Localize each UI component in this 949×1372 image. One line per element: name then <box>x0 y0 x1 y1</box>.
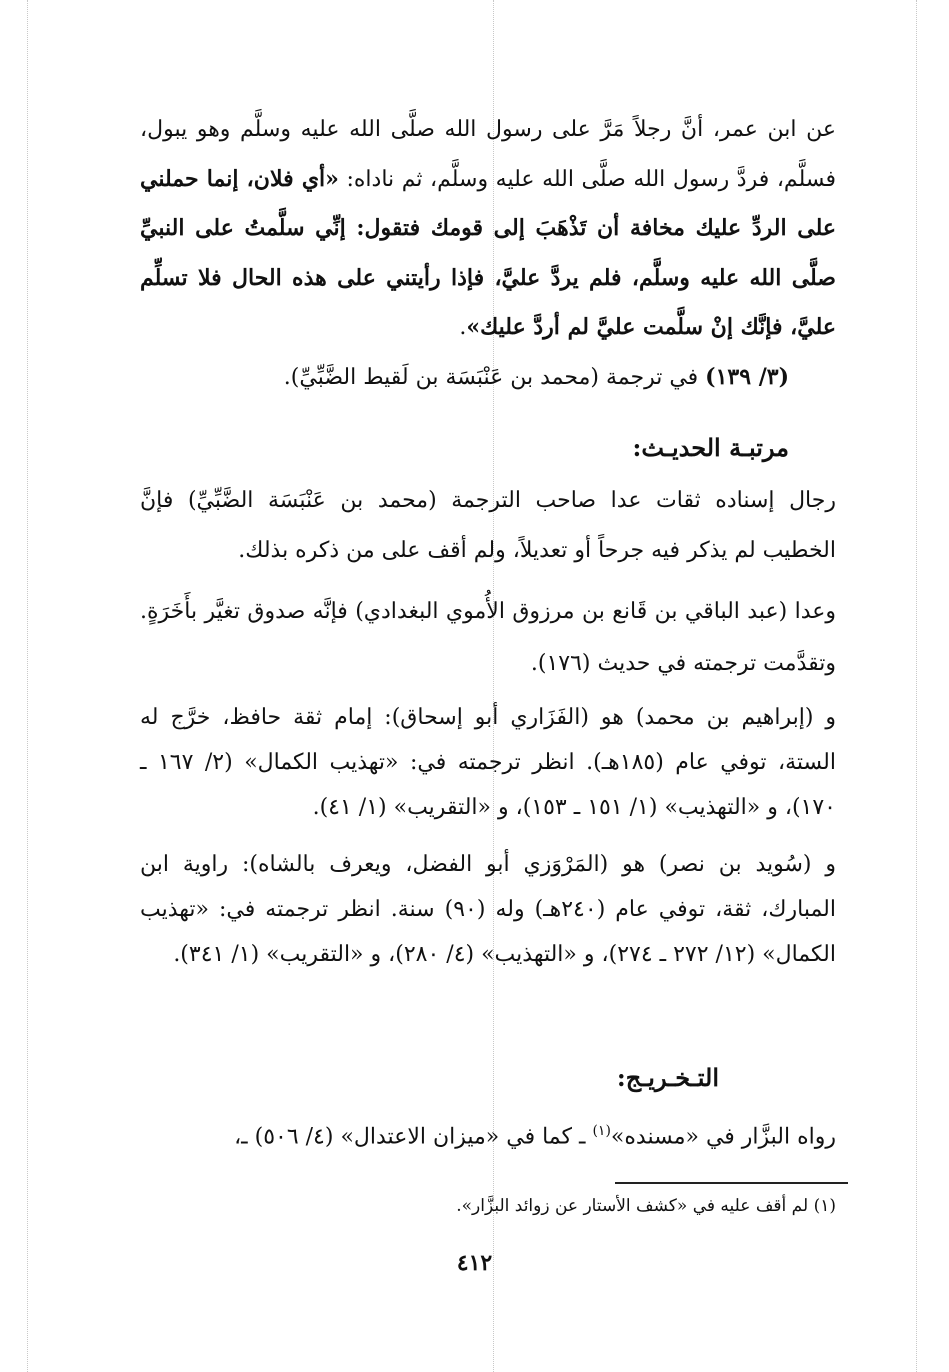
paragraph-ibrahim: و (إبراهيم بن محمد) هو (الفَزَاري أبو إسحاق): إمام ثقة حافظ، خرَّج له الستة، توفي عام (١٨٥هـ). انظر ترجمته في: «تهذيب الكمال» (٢/ ١٦٧ ـ ١٧٠)، و «التهذيب» (١/ ١٥١ ـ ١٥٣)، و «التقريب» (١/ ٤١). <box>140 705 836 820</box>
paragraph-abdulbaqi: وعدا (عبد الباقي بن قَانع بن مرزوق الأُموي البغدادي) فإنَّه صدوق تغيَّر بأَخَرَةٍ. وتقدَّمت ترجمته في حديث (١٧٦). <box>140 599 836 676</box>
hadith-intro: عن ابن عمر، أنَّ رجلاً مَرَّ على رسول الله صلَّى الله عليه وسلَّم وهو يبول، فسلَّم، فردَّ رسول الله صلَّى الله عليه وسلَّم، ثم ناداه: <box>140 117 836 192</box>
footnote-separator <box>615 1182 848 1184</box>
scan-line-right <box>916 0 917 1372</box>
footnote-marker: (١) <box>592 1123 611 1139</box>
scan-line-left <box>27 0 28 1372</box>
volume-page-ref: (٣/ ١٣٩) <box>705 364 789 390</box>
paragraph-takhrij <box>140 1107 836 1161</box>
page-number: ٤١٢ <box>456 1250 493 1276</box>
paragraph-narrators: رجال إسناده ثقات عدا صاحب الترجمة (محمد بن عَنْبَسَة الضَّبِّيِّ) فإنَّ الخطيب لم يذكر فيه جرحاً أو تعديلاً، ولم أقف على من ذكره بذلك. <box>140 488 836 563</box>
biography-ref: في ترجمة (محمد بن عَنْبَسَة بن لَقيط الضَّبِّيِّ). <box>283 365 706 390</box>
takhrij-text-rest: ـ كما في «ميزان الاعتدال» (٤/ ٥٠٦) ـ، <box>234 1124 593 1150</box>
hadith-text <box>140 106 836 353</box>
section-heading-grade: مرتبـة الحديـث: <box>632 433 789 462</box>
paragraph-suwaid: و (سُويد بن نصر) هو (المَرْوَزي أبو الفضل، ويعرف بالشاه): راوية ابن المبارك، ثقة، توفي عام (٢٤٠هـ) وله (٩٠) سنة. انظر ترجمته في: «تهذيب الكمال» (١٢/ ٢٧٢ ـ ٢٧٤)، و «التهذيب» (٤/ ٢٨٠)، و «التقريب» (١/ ٣٤١). <box>140 852 837 967</box>
footnote-number: (١) <box>813 1196 836 1216</box>
section-heading-takhrij: التـخـريـج: <box>616 1063 719 1092</box>
takhrij-text: رواه البزَّار في «مسنده» <box>610 1124 836 1150</box>
footnote-text: لم أقف عليه في «كشف الأستار عن زوائد البزَّار». <box>456 1196 814 1216</box>
footnote <box>140 1192 836 1220</box>
hadith-quote: «أي فلان، إنما حملني على الردِّ عليك مخافة أن تَذْهَبَ إلى قومك فتقول: إنِّي سلَّمتُ على النبيِّ صلَّى الله عليه وسلَّم، فلم يردَّ عليَّ، فإذا رأيتني على هذه الحال فلا تسلِّم عليَّ، فإنَّك إنْ سلَّمت عليَّ لم أردَّ عليك» <box>140 165 836 340</box>
source-reference <box>140 353 789 402</box>
hadith-end: . <box>459 315 467 340</box>
